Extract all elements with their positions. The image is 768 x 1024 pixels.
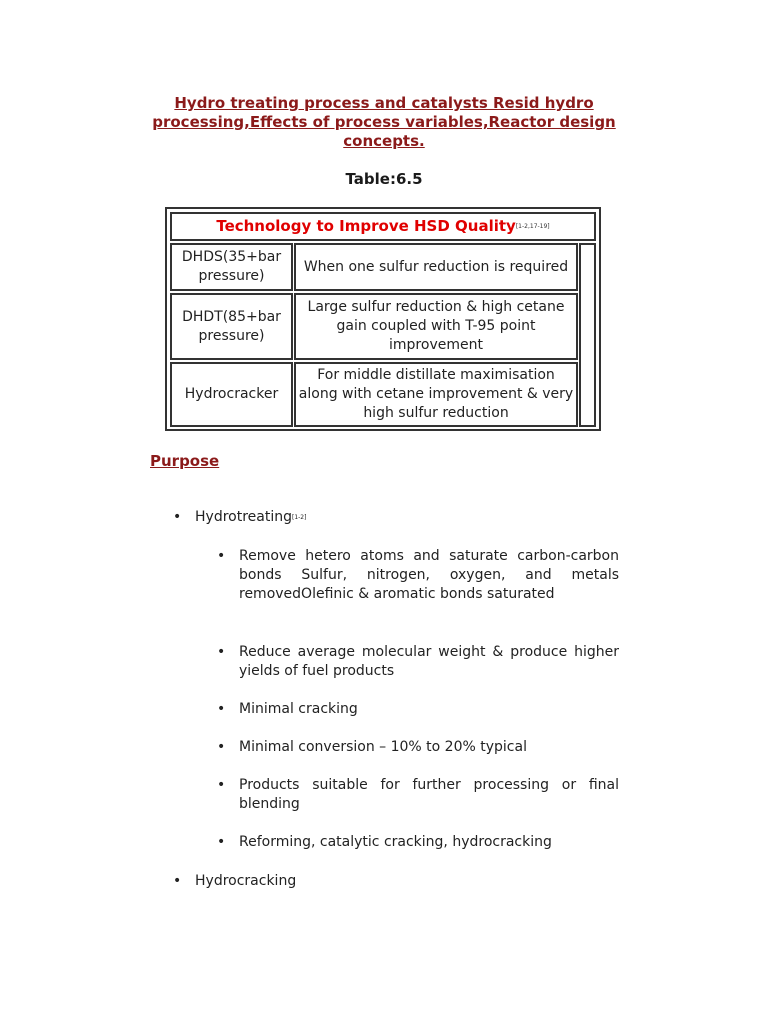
list-item: • Reforming, catalytic cracking, hydrocracking — [239, 833, 619, 852]
table-cell-desc-2: Large sulfur reduction & high cetane gain coupled with T-95 point improvement — [294, 293, 578, 360]
table-cell-tech-3: Hydrocracker — [170, 362, 293, 427]
list-item-hydrocracking: • Hydrocracking — [195, 872, 615, 891]
list-item: • Minimal conversion – 10% to 20% typical — [239, 738, 619, 757]
hydrotreating-label: Hydrotreating — [195, 509, 292, 525]
table-header-text: Technology to Improve HSD Quality — [216, 217, 516, 235]
list-item: • Remove hetero atoms and saturate carbon-carbon bonds Sulfur, nitrogen, oxygen, and metals removedOlefinic & aromatic bonds saturated — [239, 547, 619, 604]
table-header-reference: [1-2,17-19] — [515, 223, 550, 230]
purpose-heading[interactable]: Purpose — [150, 452, 220, 470]
technology-table — [165, 207, 601, 431]
document-title[interactable]: Hydro treating process and catalysts Resid hydro processing,Effects of process variables,Reactor design concepts. — [152, 94, 616, 150]
list-item: • Reduce average molecular weight & produce higher yields of fuel products — [239, 643, 619, 681]
table-cell-tech-1: DHDS(35+bar pressure) — [170, 243, 293, 291]
table-cell-desc-1: When one sulfur reduction is required — [294, 243, 578, 291]
table-empty-column — [579, 243, 596, 427]
list-item-hydrotreating — [195, 508, 615, 527]
list-item: • Minimal cracking — [239, 700, 619, 719]
table-cell-tech-2: DHDT(85+bar pressure) — [170, 293, 293, 360]
list-item: • Products suitable for further processing or final blending — [239, 776, 619, 814]
table-cell-desc-3: For middle distillate maximisation along with cetane improvement & very high sulfur reduction — [294, 362, 578, 427]
table-caption: Table:6.5 — [345, 170, 423, 188]
hydrotreating-reference: [1-2] — [291, 514, 307, 521]
table-header — [170, 212, 596, 241]
